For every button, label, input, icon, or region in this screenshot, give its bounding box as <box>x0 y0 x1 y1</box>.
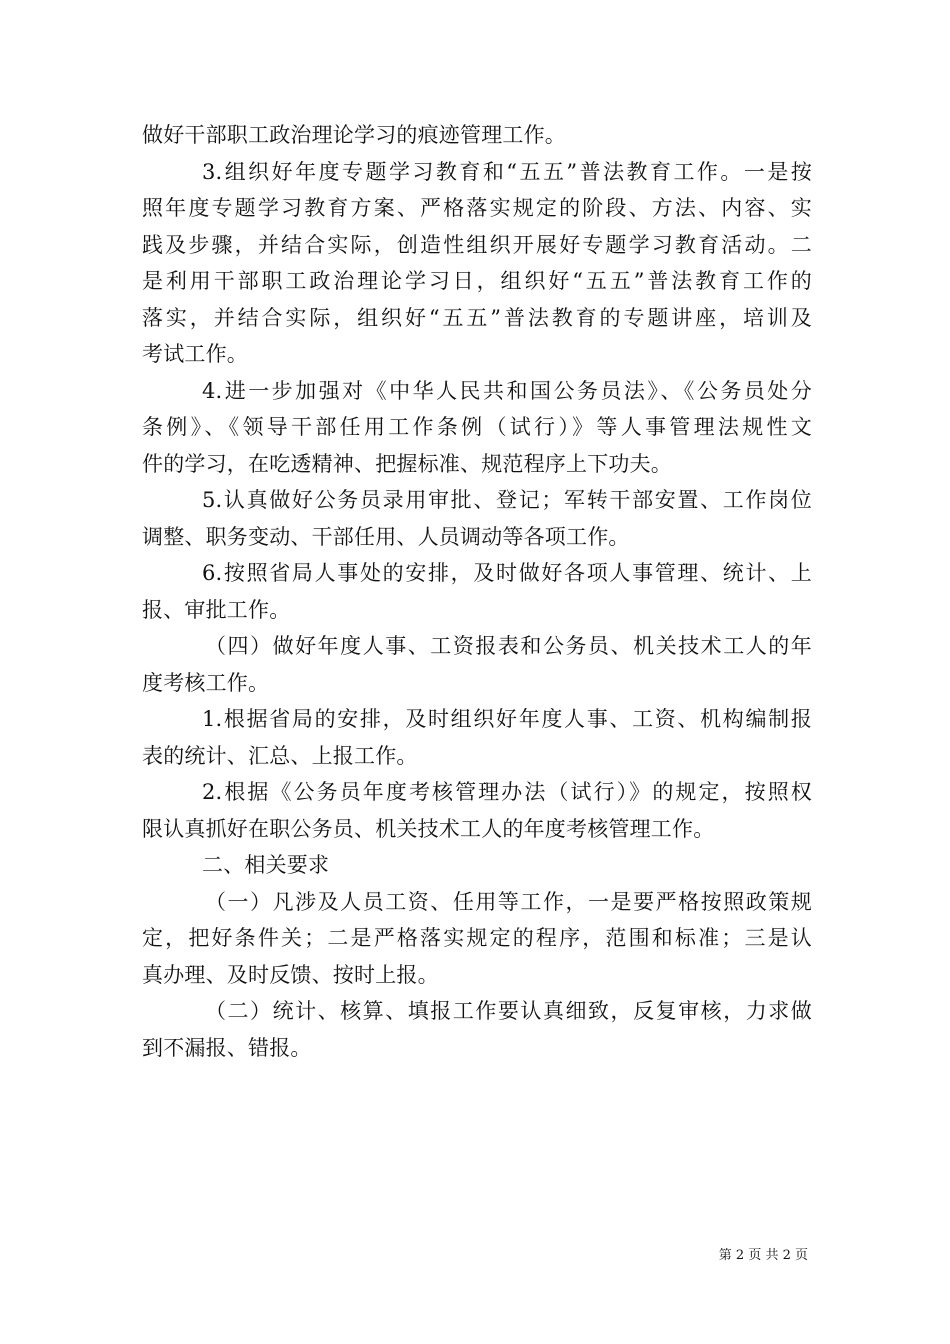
text-line: 度考核工作。 <box>142 670 270 695</box>
paragraph-4-line-1: 4.进一步加强对《中华人民共和国公务员法》、《公务员处分 <box>202 378 812 403</box>
text-line: 调整、职务变动、干部任用、人员调动等各项工作。 <box>142 524 630 549</box>
text-line: 定，把好条件关；二是严格落实规定的程序，范围和标准；三是认 <box>142 926 812 950</box>
text-line: 是利用干部职工政治理论学习日，组织好“五五”普法教育工作的 <box>142 269 812 293</box>
text-line: 照年度专题学习教育方案、严格落实规定的阶段、方法、内容、实 <box>142 196 812 220</box>
section-heading-requirements: 二、相关要求 <box>202 853 330 877</box>
paragraph-6-line-1: 6.按照省局人事处的安排，及时做好各项人事管理、统计、上 <box>202 561 812 585</box>
document-body <box>142 117 812 1066</box>
requirement-2-line-1: （二）统计、核算、填报工作要认真细致，反复审核，力求做 <box>205 999 812 1023</box>
requirement-1-line-1: （一）凡涉及人员工资、任用等工作，一是要严格按照政策规 <box>205 889 812 914</box>
paragraph-5-line-1: 5.认真做好公务员录用审批、登记；军转干部安置、工作岗位 <box>202 488 812 512</box>
text-line: 落实，并结合实际，组织好“五五”普法教育的专题讲座，培训及 <box>142 305 812 330</box>
text-line: 践及步骤，并结合实际，创造性组织开展好专题学习教育活动。二 <box>142 232 812 257</box>
page-number: 第 2 页 共 2 页 <box>718 1248 808 1263</box>
item-1-line-1: 1.根据省局的安排，及时组织好年度人事、工资、机构编制报 <box>202 707 812 731</box>
paragraph-3-line-1: 3.组织好年度专题学习教育和“五五”普法教育工作。一是按 <box>202 159 812 184</box>
text-line: 真办理、及时反馈、按时上报。 <box>142 962 439 987</box>
text-line: 限认真抓好在职公务员、机关技术工人的年度考核管理工作。 <box>142 816 715 841</box>
section-4-heading: （四）做好年度人事、工资报表和公务员、机关技术工人的年 <box>205 634 812 658</box>
text-line: 到不漏报、错报。 <box>142 1035 312 1060</box>
text-line: 件的学习，在吃透精神、把握标准、规范程序上下功夫。 <box>142 451 672 476</box>
text-line: 条例》、《领导干部任用工作条例（试行）》等人事管理法规性文 <box>142 415 812 439</box>
text-line: 表的统计、汇总、上报工作。 <box>142 743 418 768</box>
text-line: 报、审批工作。 <box>142 597 291 622</box>
text-line: 做好干部职工政治理论学习的痕迹管理工作。 <box>142 123 566 147</box>
item-2-line-1: 2.根据《公务员年度考核管理办法（试行）》的规定，按照权 <box>202 780 812 804</box>
text-line: 考试工作。 <box>142 342 248 366</box>
